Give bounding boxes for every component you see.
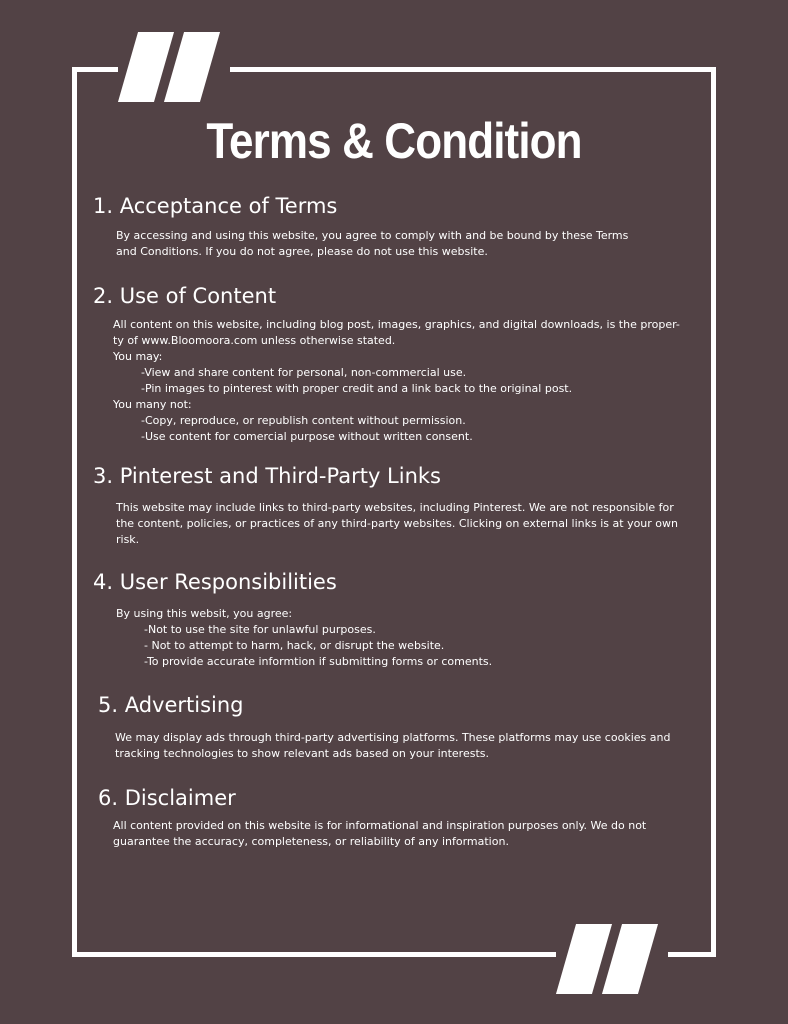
list-item: -Use content for comercial purpose without written consent. [141,430,473,443]
list-item: -To provide accurate informtion if submitting forms or coments. [144,655,493,668]
section-heading: 6. Disclaimer [98,786,236,810]
quote-bar [556,924,612,994]
paragraph-line: the content, policies, or practices of any third-party websites. Clicking on external links is at your own [116,517,678,530]
section-body [115,730,670,762]
list-item: -Copy, reproduce, or republish content without permission. [141,414,466,427]
quote-bar [164,32,220,102]
list-item: -Pin images to pinterest with proper credit and a link back to the original post. [141,382,573,395]
list-item: -View and share content for personal, non-commercial use. [141,366,467,379]
section-heading: 2. Use of Content [93,284,277,308]
section-body [113,818,646,850]
quote-bar [118,32,174,102]
page-title: Terms & Condition [206,113,582,169]
list-item: -Not to use the site for unlawful purposes. [144,623,376,636]
paragraph-line: ty of www.Bloomoora.com unless otherwise stated. [113,334,396,347]
paragraph-line: and Conditions. If you do not agree, please do not use this website. [116,245,488,258]
list-label: By using this websit, you agree: [116,607,293,620]
paragraph-line: We may display ads through third-party advertising platforms. These platforms may use cookies and [115,731,671,744]
section-body [116,500,678,548]
list-item: - Not to attempt to harm, hack, or disrupt the website. [144,639,445,652]
paragraph-line: tracking technologies to show relevant ads based on your interests. [115,747,489,760]
quote-bar [602,924,658,994]
section-body [116,228,628,260]
section-body [113,317,680,445]
list-label: You may: [113,350,163,363]
section-body [116,606,492,670]
section-heading: 1. Acceptance of Terms [93,194,338,218]
section-heading: 5. Advertising [98,693,244,717]
paragraph-line: By accessing and using this website, you agree to comply with and be bound by these Terms [116,229,629,242]
open-quote-mark [118,32,230,102]
section-heading: 4. User Responsibilities [93,570,337,594]
paragraph-line: guarantee the accuracy, completeness, or reliability of any information. [113,835,509,848]
list-label: You many not: [113,398,192,411]
paragraph-line: All content provided on this website is for informational and inspiration purposes only. We do not [113,819,647,832]
section-heading: 3. Pinterest and Third-Party Links [93,464,441,488]
paragraph-line: This website may include links to third-party websites, including Pinterest. We are not responsible for [116,501,674,514]
close-quote-mark [556,924,668,994]
paragraph-line: All content on this website, including blog post, images, graphics, and digital downloads, is the proper- [113,318,680,331]
paragraph-line: risk. [116,533,140,546]
